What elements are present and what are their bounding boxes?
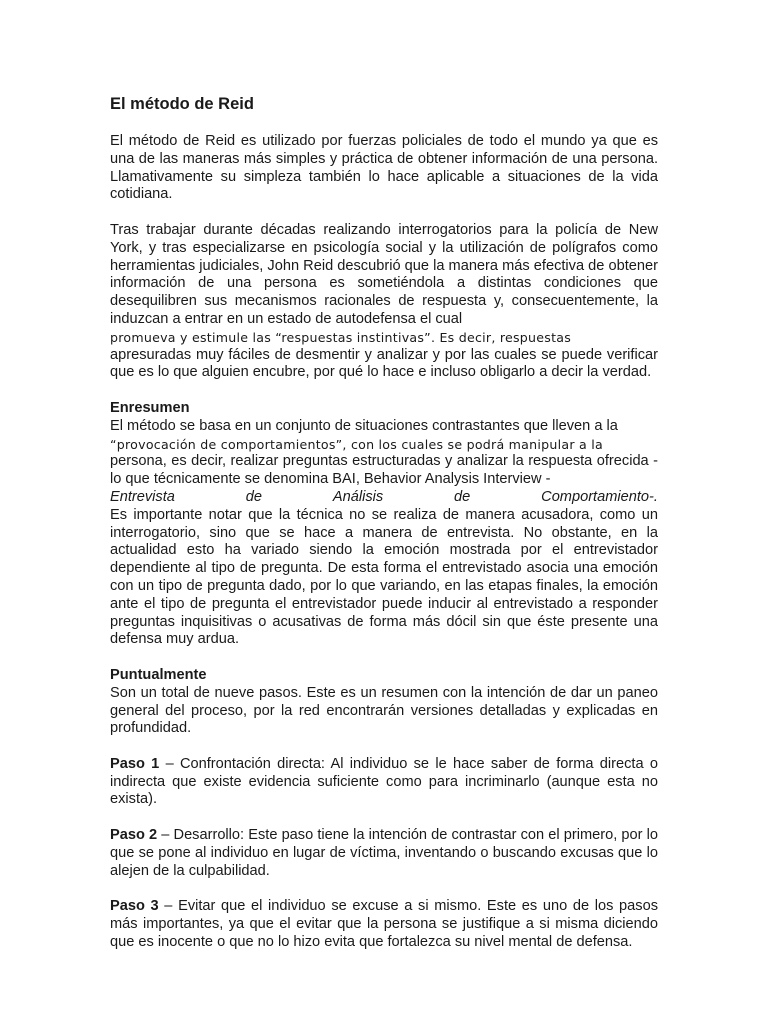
italic-word: Entrevista — [110, 488, 175, 505]
italic-word: Comportamiento-. — [541, 488, 658, 505]
summary-text-part-4: Es importante notar que la técnica no se realiza de manera acusadora, como un interrogatorio, sino que se hace a manera de entrevista. No obstante, en la actualidad esto ha variado siendo la emoción mostrada por el entrevistador dependiente al tipo de pregunta. De esta forma el entrevistado asocia una emoción con un tipo de pregunta dado, por lo que variando, en las etapas finales, la emoción ante el tipo de pregunta el entrevistador puede inducir al entrevistado a responder preguntas inquisitivas o acusativas de forma más dócil sin que éste presente una defensa muy ardua. — [110, 506, 658, 648]
punctual-text: Son un total de nueve pasos. Este es un resumen con la intención de dar un paneo general del proceso, por la red encontrarán versiones detalladas y explicadas en profundidad. — [110, 684, 658, 737]
summary-text-part-3: persona, es decir, realizar preguntas estructuradas y analizar la respuesta ofrecida -lo que técnicamente se denomina BAI, Behavior Analysis Interview - — [110, 453, 658, 488]
history-paragraph — [110, 222, 658, 382]
step-1-paragraph — [110, 756, 658, 809]
history-text-part-3: apresuradas muy fáciles de desmentir y analizar y por las cuales se puede verificar que es lo que alguien encubre, por qué lo hace e incluso obligarlo a decir la verdad. — [110, 346, 658, 381]
intro-paragraph: El método de Reid es utilizado por fuerzas policiales de todo el mundo ya que es una de las maneras más simples y práctica de obtener información de una persona. Llamativamente su simpleza también lo hace aplicable a situaciones de la vida cotidiana. — [110, 133, 658, 203]
italic-word: de — [454, 488, 471, 505]
summary-heading: Enresumen — [110, 399, 190, 416]
summary-italic-line — [110, 489, 658, 507]
punctual-section — [110, 667, 658, 738]
document-page — [110, 94, 658, 969]
history-text-part-1: Tras trabajar durante décadas realizando interrogatorios para la policía de New York, y tras especializarse en psicología social y la utilización de polígrafos como herramientas judiciales, John Reid descubrió que la manera más efectiva de obtener información de una persona es sometiéndola a distintas condiciones que desequilibren sus mecanismos racionales de respuesta y, consecuentemente, la induzcan a entrar en un estado de autodefensa el cual — [110, 221, 658, 327]
page-title: El método de Reid — [110, 95, 254, 113]
step-3-paragraph — [110, 898, 658, 951]
history-text-part-2: promueva y estimule las “respuestas instintivas”. Es decir, respuestas — [110, 329, 572, 345]
step-3-text: – Evitar que el individuo se excuse a si mismo. Este es uno de los pasos más importantes, ya que el evitar que la persona se justifique a si misma diciendo que es inocente o que no lo hizo evita que fortalezca su nivel mental de defensa. — [110, 898, 658, 950]
summary-text-part-2: “provocación de comportamientos”, con los cuales se podrá manipular a la — [110, 436, 603, 452]
step-2-paragraph — [110, 827, 658, 880]
summary-section — [110, 400, 658, 649]
step-2-label: Paso 2 — [110, 827, 158, 844]
summary-text-part-1: El método se basa en un conjunto de situaciones contrastantes que lleven a la — [110, 417, 618, 434]
punctual-heading: Puntualmente — [110, 666, 207, 683]
step-3-label: Paso 3 — [110, 898, 159, 915]
step-1-label: Paso 1 — [110, 755, 160, 772]
step-2-text: – Desarrollo: Este paso tiene la intención de contrastar con el primero, por lo que se pone al individuo en lugar de víctima, inventando o buscando excusas que lo alejen de la culpabilidad. — [110, 827, 658, 879]
italic-word: Análisis — [332, 488, 384, 505]
italic-word: de — [245, 488, 262, 505]
step-1-text: – Confrontación directa: Al individuo se le hace saber de forma directa o indirecta que existe evidencia suficiente como para incriminarlo (aunque esta no exista). — [110, 755, 659, 808]
